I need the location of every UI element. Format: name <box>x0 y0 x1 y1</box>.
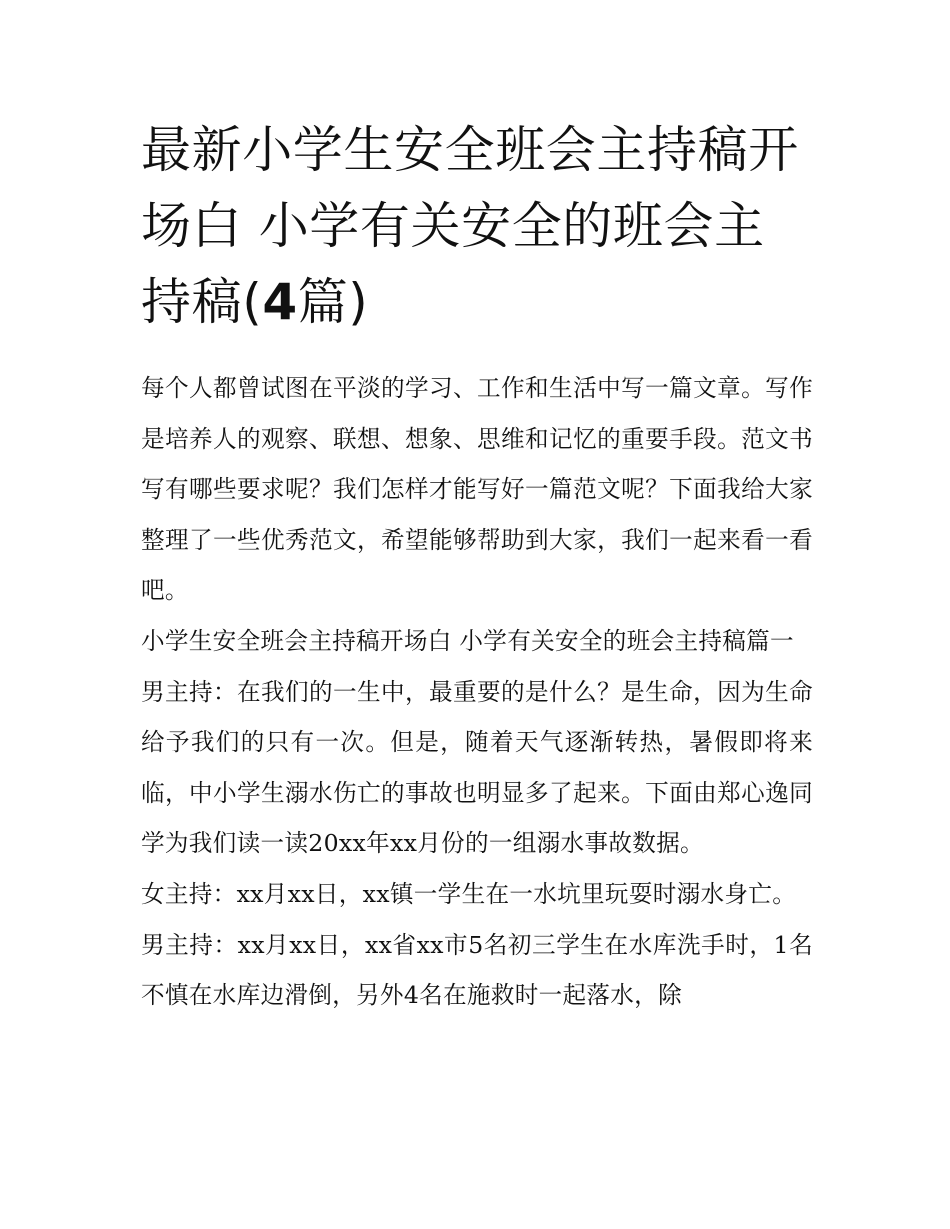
intro-paragraph: 每个人都曾试图在平淡的学习、工作和生活中写一篇文章。写作是培养人的观察、联想、想象、思维和记忆的重要手段。范文书写有哪些要求呢？我们怎样才能写好一篇范文呢？下面我给大家整理了一些优秀范文，希望能够帮助到大家，我们一起来看一看吧。 <box>141 374 813 605</box>
body-paragraph: 男主持：xx月xx日，xx省xx市5名初三学生在水库洗手时，1名不慎在水库边滑倒，另外4名在施救时一起落水，除 <box>141 930 813 1010</box>
title-text-part1: 最新小学生安全班会主持稿开场白 小学有关安全的班会主持稿( <box>141 121 799 331</box>
section-heading: 小学生安全班会主持稿开场白 小学有关安全的班会主持稿篇一 <box>141 626 794 655</box>
title-text-part2: 篇) <box>297 273 369 331</box>
document-content <box>141 112 813 1021</box>
document-title <box>141 112 813 340</box>
body-paragraph: 女主持：xx月xx日，xx镇一学生在一水坑里玩耍时溺水身亡。 <box>141 879 797 908</box>
title-count-number: 4 <box>262 273 298 331</box>
body-paragraph: 男主持：在我们的一生中，最重要的是什么？是生命，因为生命给予我们的只有一次。但是，随着天气逐渐转热，暑假即将来临，中小学生溺水伤亡的事故也明显多了起来。下面由郑心逸同学为我们读一读20xx年xx月份的一组溺水事故数据。 <box>141 677 813 858</box>
